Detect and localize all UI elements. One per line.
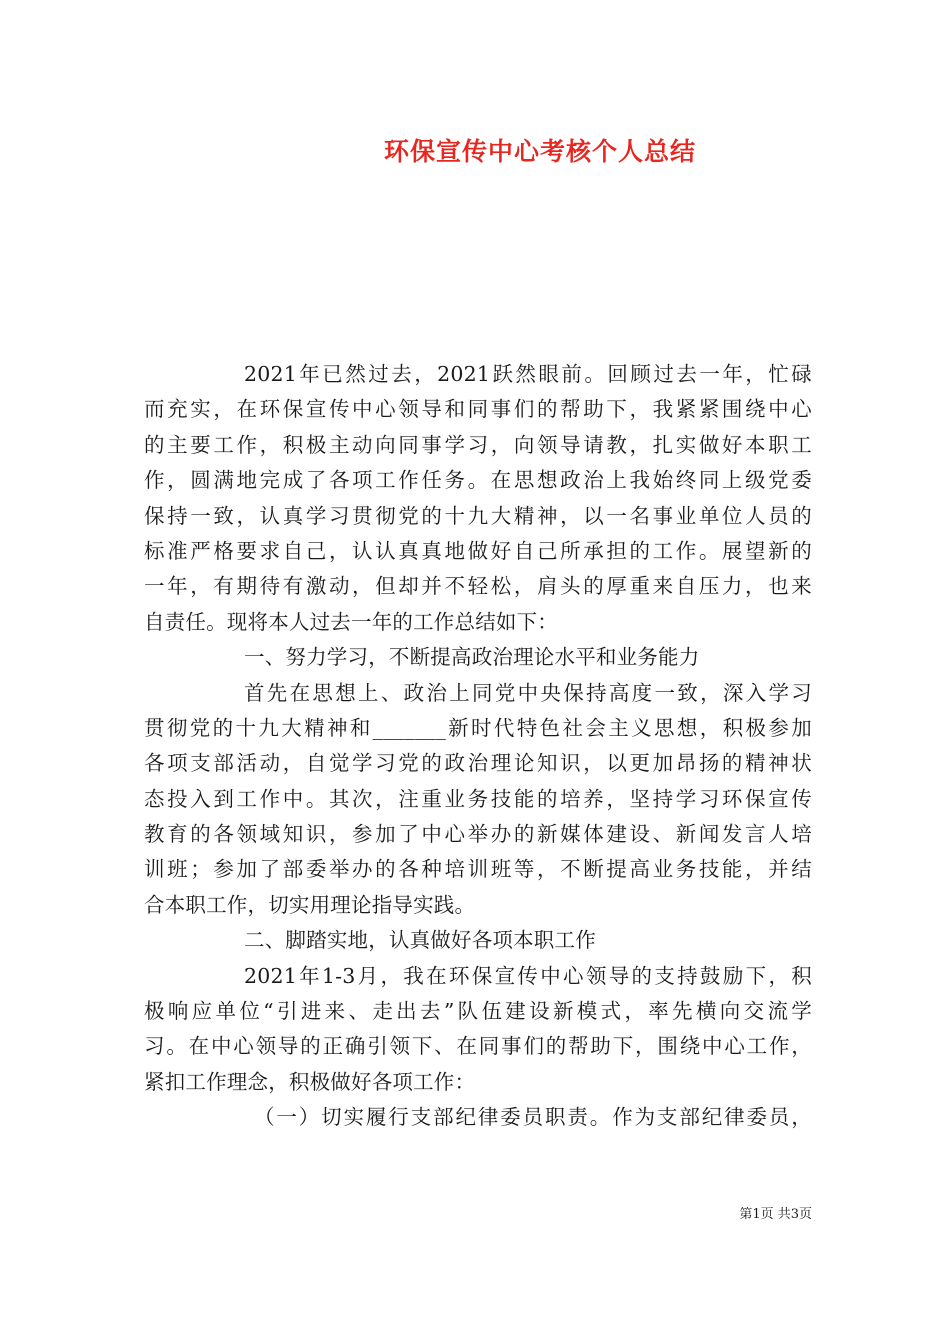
paragraph-line: 作，圆满地完成了各项工作任务。在思想政治上我始终同上级党委: [144, 468, 812, 493]
paragraph-line: 自责任。现将本人过去一年的工作总结如下：: [144, 609, 558, 634]
paragraph-line: 2021年1-3月，我在环保宣传中心领导的支持鼓励下，积: [244, 963, 812, 988]
paragraph-line: 一年，有期待有激动，但却并不轻松，肩头的厚重来自压力，也来: [144, 574, 812, 599]
paragraph-line: 极响应单位“引进来、走出去”队伍建设新模式，率先横向交流学: [144, 999, 812, 1024]
paragraph-line: 而充实，在环保宣传中心领导和同事们的帮助下，我紧紧围绕中心: [144, 397, 812, 422]
paragraph-line: 2021年已然过去，2021跃然眼前。回顾过去一年，忙碌: [244, 362, 812, 386]
document-title: 环保宣传中心考核个人总结: [383, 137, 696, 166]
document-body: [144, 357, 812, 1136]
paragraph-line: （一）切实履行支部纪律委员职责。作为支部纪律委员，: [254, 1105, 812, 1130]
section-heading: 一、努力学习，不断提高政治理论水平和业务能力: [244, 645, 700, 670]
paragraph-line: 习。在中心领导的正确引领下、在同事们的帮助下，围绕中心工作，: [144, 1034, 812, 1059]
paragraph-line: 标准严格要求自己，认认真真地做好自己所承担的工作。展望新的: [144, 538, 812, 563]
paragraph-line: 紧扣工作理念，积极做好各项工作：: [144, 1069, 476, 1094]
section-heading: 二、脚踏实地，认真做好各项本职工作: [244, 928, 596, 953]
paragraph-line: 贯彻党的十九大精神和_______新时代特色社会主义思想，积极参加: [144, 715, 812, 740]
paragraph-line: 首先在思想上、政治上同党中央保持高度一致，深入学习: [244, 680, 812, 705]
paragraph-line: 各项支部活动，自觉学习党的政治理论知识，以更加昂扬的精神状: [144, 751, 812, 776]
paragraph-line: 态投入到工作中。其次，注重业务技能的培养，坚持学习环保宣传: [144, 786, 812, 811]
paragraph-line: 训班；参加了部委举办的各种培训班等，不断提高业务技能，并结: [144, 857, 812, 882]
paragraph-line: 保持一致，认真学习贯彻党的十九大精神，以一名事业单位人员的: [144, 503, 812, 528]
paragraph-line: 教育的各领域知识，参加了中心举办的新媒体建设、新闻发言人培: [144, 822, 812, 847]
page-indicator: 第1页 共3页: [739, 1207, 812, 1222]
paragraph-line: 合本职工作，切实用理论指导实践。: [144, 892, 476, 917]
paragraph-line: 的主要工作，积极主动向同事学习，向领导请教，扎实做好本职工: [144, 432, 812, 457]
